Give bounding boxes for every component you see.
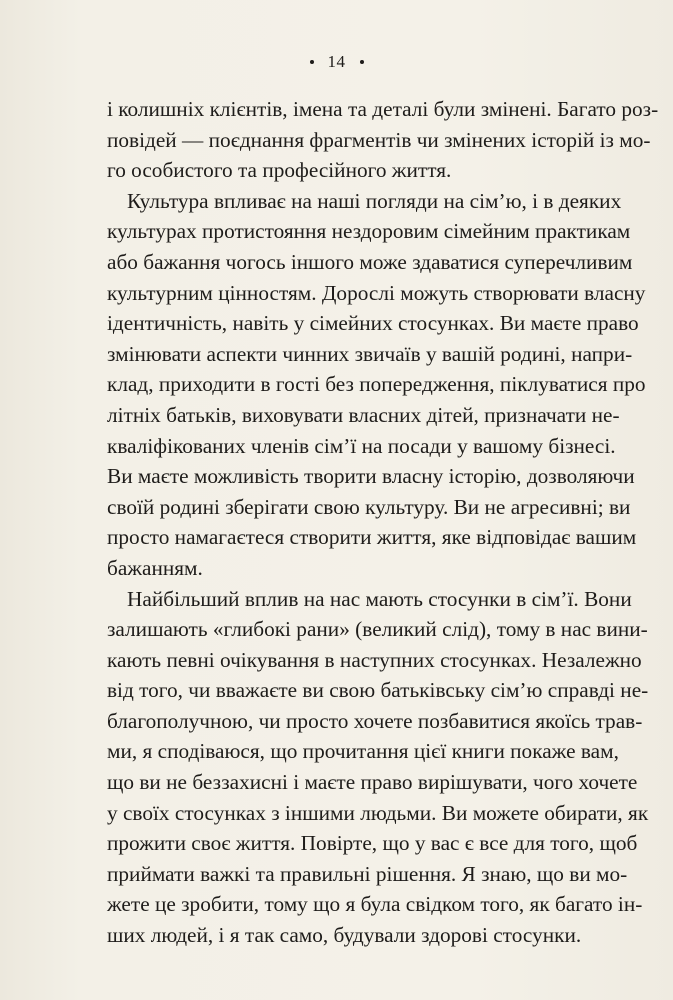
text-line: Найбільший вплив на нас мають стосунки в сім’ї. Вони [127, 586, 632, 611]
text-line: кваліфікованих членів сім’ї на посади у вашому бізнесі. [107, 433, 616, 458]
left-dot-ornament [310, 60, 314, 64]
text-line: кають певні очікування в наступних стосунках. Незалежно [107, 647, 642, 672]
text-line: просто намагаєтеся створити життя, яке відповідає вашим [107, 525, 637, 550]
text-line: бажанням. [107, 555, 203, 580]
text-line: Культура впливає на наші погляди на сім’ю, і в деяких [127, 188, 622, 213]
text-line: ших людей, і я так само, будували здорові стосунки. [107, 923, 582, 948]
text-line: і колишніх клієнтів, імена та деталі були змінені. Багато роз- [107, 97, 659, 121]
text-line: ідентичність, навіть у сімейних стосунках. Ви маєте право [107, 311, 639, 336]
text-line: ми, я сподіваюся, що прочитання цієї книги покаже вам, [107, 739, 619, 764]
text-line: повідей — поєднання фрагментів чи змінених історій із мо- [107, 127, 651, 152]
text-line: жете це зробити, тому що я була свідком того, як багато ін- [107, 892, 643, 917]
text-line: що ви не беззахисні і маєте право вирішувати, чого хочете [107, 770, 638, 795]
text-line: культурах протистояння нездоровим сімейним практикам [107, 219, 631, 244]
body-text [107, 94, 659, 951]
text-line: клад, приходити в гості без попередження, піклуватися про [107, 372, 646, 397]
paragraph [107, 186, 646, 584]
text-line: приймати важкі та правильні рішення. Я знаю, що ви мо- [107, 861, 628, 886]
paragraph [107, 94, 659, 186]
text-line: залишають «глибокі рани» (великий слід), тому в нас вини- [107, 617, 648, 642]
text-line: го особистого та професійного життя. [107, 158, 452, 183]
text-line: або бажання чогось іншого може здаватися суперечливим [107, 249, 633, 274]
right-dot-ornament [360, 60, 364, 64]
paragraph [107, 584, 649, 951]
page-number: 14 [327, 52, 346, 71]
text-line: літніх батьків, виховувати власних дітей, призначати не- [107, 402, 620, 427]
text-line: своїй родині зберігати свою культуру. Ви не агресивні; ви [107, 494, 631, 519]
page-number-header [0, 52, 673, 72]
text-line: культурним цінностям. Дорослі можуть створювати власну [107, 280, 646, 305]
text-line: Ви маєте можливість творити власну історію, дозволяючи [107, 464, 635, 489]
text-line: прожити своє життя. Повірте, що у вас є все для того, щоб [107, 831, 638, 856]
text-line: благополучною, чи просто хочете позбавитися якоїсь трав- [107, 708, 643, 733]
text-line: у своїх стосунках з іншими людьми. Ви можете обирати, як [107, 800, 649, 825]
text-line: від того, чи вважаєте ви свою батьківську сім’ю справді не- [107, 678, 649, 703]
text-line: змінювати аспекти чинних звичаїв у вашій родині, напри- [107, 341, 633, 366]
